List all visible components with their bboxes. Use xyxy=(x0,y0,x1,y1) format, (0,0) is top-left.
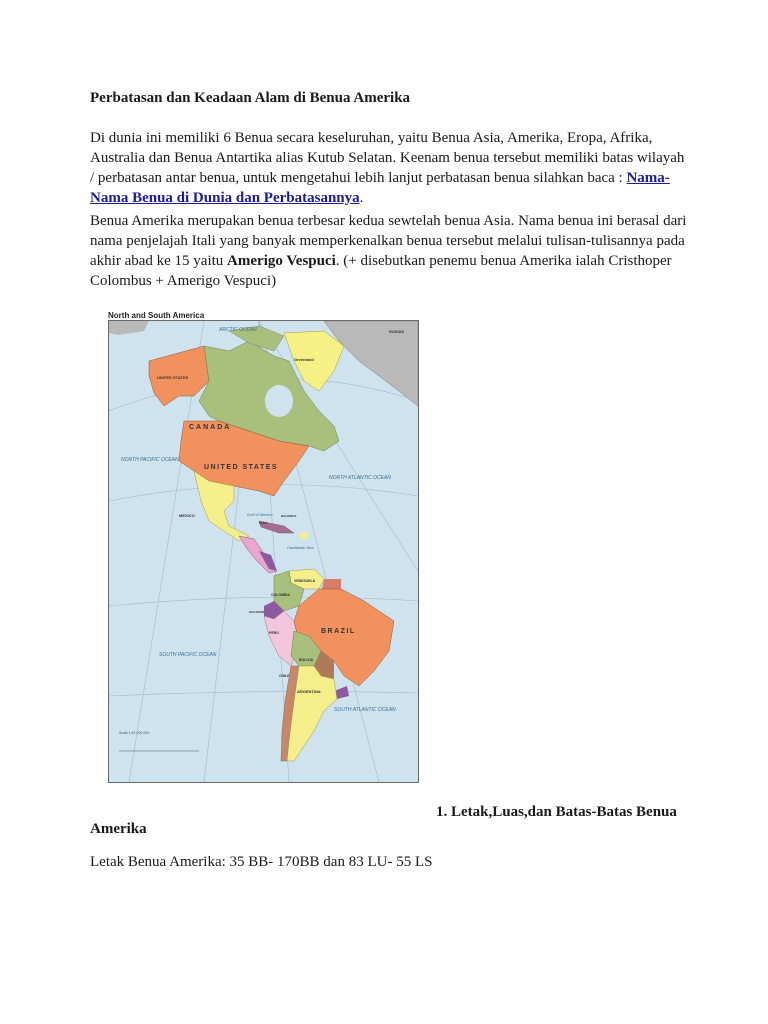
label-caribbean-sea: Caribbean Sea xyxy=(287,545,314,550)
paragraph-benua-amerika xyxy=(90,211,690,291)
paragraph-letak: Letak Benua Amerika: 35 BB- 170BB dan 83 LU- 55 LS xyxy=(90,854,433,870)
label-south-atlantic: SOUTH ATLANTIC OCEAN xyxy=(334,707,396,713)
label-gulf-of-mexico: Gulf of Mexico xyxy=(247,512,273,517)
label-bolivia: BOLIVIA xyxy=(299,658,314,662)
label-ecuador: ECUADOR xyxy=(249,610,265,614)
label-chile: CHILE xyxy=(279,674,290,678)
bold-amerigo-vespuci: Amerigo Vespuci xyxy=(227,253,336,269)
label-canada: CANADA xyxy=(189,424,232,431)
paragraph-text: . (+ disebutkan penemu benua Amerika ialah Cristhoper Colombus + Amerigo Vespuci) xyxy=(90,253,672,289)
document-title: Perbatasan dan Keadaan Alam di Benua Amerika xyxy=(90,90,411,106)
americas-map-figure xyxy=(96,306,428,796)
label-united-states: UNITED STATES xyxy=(204,464,279,471)
label-peru: PERU xyxy=(269,631,279,635)
paragraph-intro xyxy=(90,128,690,208)
label-north-atlantic: NORTH ATLANTIC OCEAN xyxy=(329,475,391,481)
label-cuba: CUBA xyxy=(259,521,268,525)
label-arctic-ocean: ARCTIC OCEAN xyxy=(219,327,257,333)
label-venezuela: VENEZUELA xyxy=(294,579,316,583)
label-colombia: COLOMBIA xyxy=(271,593,291,597)
label-russia: RUSSIA xyxy=(389,329,405,334)
paragraph-text: Benua Amerika merupakan benua terbesar kedua sewtelah benua Asia. Nama benua ini berasal dari nama penjelajah Itali yang banyak memperkenalkan benua tersebut melalui tulisan-tulisannya pada akhir abad ke 15 yaitu xyxy=(90,213,687,269)
label-north-pacific: NORTH PACIFIC OCEAN xyxy=(121,457,179,463)
label-bahamas: BAHAMAS xyxy=(281,514,297,518)
paragraph-intro-text: Di dunia ini memiliki 6 Benua secara keseluruhan, yaitu Benua Asia, Amerika, Eropa, Afrika, Australia dan Benua Antartika alias Kutub Selatan. Keenam benua tersebut memiliki batas wilayah / perbatasan antar benua, untuk mengetahui lebih lanjut perbatasan benua silahkan baca : xyxy=(90,130,685,186)
label-brazil: BRAZIL xyxy=(321,628,356,635)
label-mexico: MEXICO xyxy=(179,513,195,518)
label-greenland: Greenland xyxy=(294,357,314,362)
section-heading-line1: 1. Letak,Luas,dan Batas-Batas Benua xyxy=(436,804,677,820)
label-scale: Scale 1:57,000,000 xyxy=(119,731,150,735)
label-south-pacific: SOUTH PACIFIC OCEAN xyxy=(159,652,217,658)
paragraph-intro-period: . xyxy=(359,190,364,206)
map-svg xyxy=(109,321,418,782)
label-argentina: ARGENTINA xyxy=(297,689,321,694)
label-alaska: UNITED STATES xyxy=(157,375,189,380)
section-heading-line2: Amerika xyxy=(90,821,147,837)
link-nama-nama-benua[interactable]: Nama-Nama Benua di Dunia dan Perbatasannya xyxy=(90,170,670,206)
map-caption: North and South America xyxy=(108,311,205,320)
map-image xyxy=(108,320,419,783)
